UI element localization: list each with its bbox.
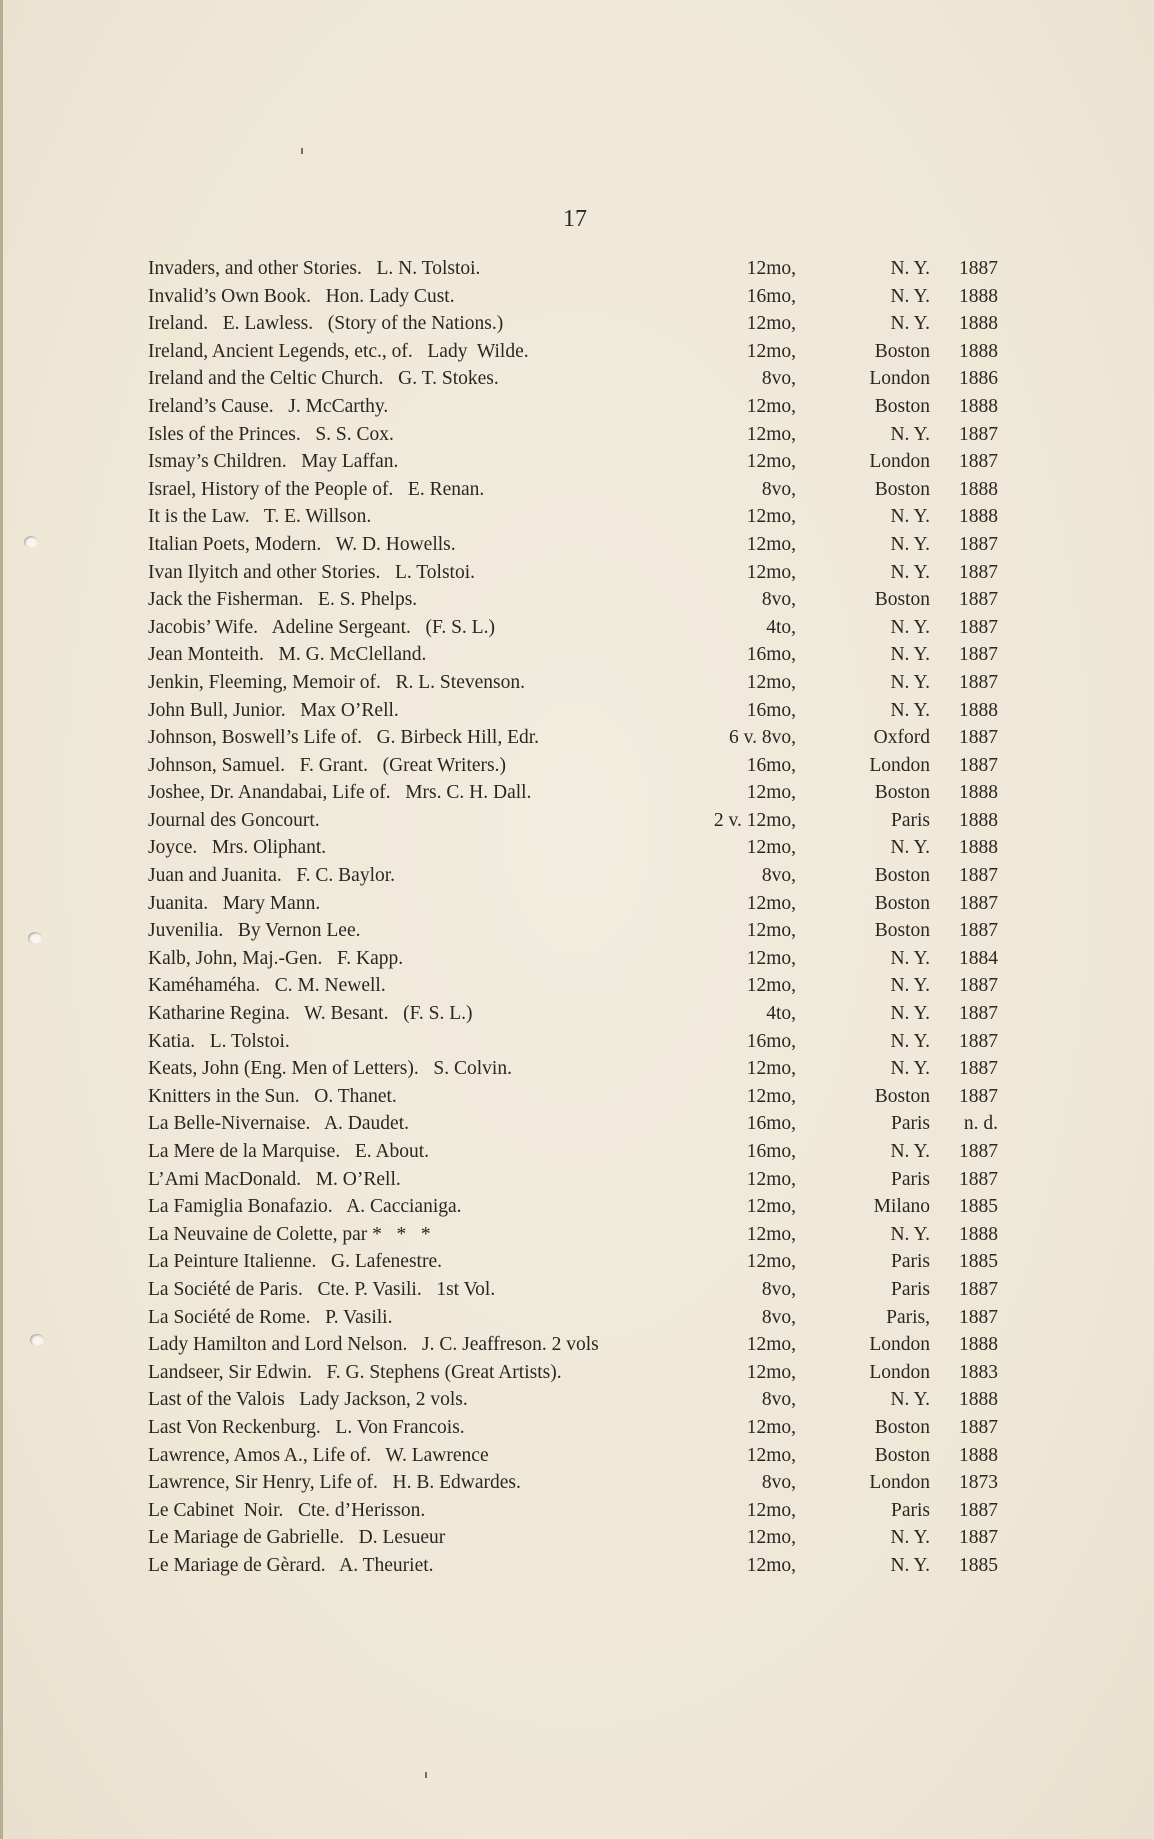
entry-title: Invalid’s Own Book. Hon. Lady Cust. (148, 285, 455, 307)
entry-title: Johnson, Boswell’s Life of. G. Birbeck Hill, Edr. (148, 727, 540, 749)
entry-place: N. Y. (890, 644, 930, 666)
entry-size: 8vo, (761, 865, 796, 887)
entry-place: London (869, 451, 930, 473)
entry-place: Boston (874, 892, 930, 914)
entry-title: La Belle-Nivernaise. A. Daudet. (148, 1113, 409, 1135)
entry-year: 1888 (959, 809, 998, 831)
entry-size: 12mo, (746, 1444, 796, 1466)
entry-year: 1888 (959, 478, 998, 500)
entry-year: 1887 (959, 1058, 998, 1080)
entry-size: 8vo, (761, 1389, 796, 1411)
list-item (148, 862, 1008, 890)
entry-place: Paris (891, 1251, 930, 1273)
entry-year: 1887 (959, 1499, 998, 1521)
entry-size: 12mo, (746, 340, 796, 362)
entry-year: 1888 (959, 313, 998, 335)
list-item (148, 1442, 1008, 1470)
entry-place: London (869, 1472, 930, 1494)
entry-title: Jean Monteith. M. G. McClelland. (148, 644, 427, 666)
entry-place: N. Y. (890, 1003, 930, 1025)
paper-speck (301, 148, 303, 154)
page-number: 17 (563, 206, 587, 232)
entry-title: La Mere de la Marquise. E. About. (148, 1141, 430, 1162)
list-item (148, 917, 1008, 945)
entry-size: 12mo, (746, 561, 796, 583)
entry-place: Boston (874, 1444, 930, 1466)
entry-title: Israel, History of the People of. E. Renan. (148, 478, 485, 500)
list-item (148, 1193, 1008, 1221)
entry-place: Boston (874, 395, 930, 417)
entry-place: N. Y. (890, 423, 930, 445)
list-item (148, 1138, 1008, 1166)
entry-size: 8vo, (761, 1472, 796, 1494)
list-item (148, 1469, 1008, 1497)
entry-title: Knitters in the Sun. O. Thanet. (148, 1085, 397, 1107)
entry-place: N. Y. (890, 1527, 930, 1549)
list-item (148, 1166, 1008, 1194)
entry-size: 12mo, (746, 506, 796, 528)
entry-year: n. d. (963, 1113, 998, 1135)
entry-title: La Société de Paris. Cte. P. Vasili. 1st Vol. (148, 1278, 496, 1300)
entry-title: Isles of the Princes. S. S. Cox. (148, 423, 394, 445)
entry-size: 12mo, (746, 1361, 796, 1383)
entry-size: 16mo, (746, 285, 796, 307)
binding-hole (24, 536, 38, 548)
entry-year: 1887 (959, 258, 998, 279)
list-item (148, 834, 1008, 862)
entry-year: 1887 (959, 975, 998, 997)
entry-year: 1888 (959, 782, 998, 804)
entry-year: 1888 (959, 506, 998, 528)
list-item (148, 365, 1008, 393)
list-item (148, 945, 1008, 973)
entry-year: 1887 (959, 561, 998, 583)
list-item (148, 807, 1008, 835)
list-item (148, 503, 1008, 531)
entry-title: It is the Law. T. E. Willson. (148, 506, 372, 528)
entry-place: Boston (874, 920, 930, 942)
paper-speck (425, 1772, 427, 1778)
entry-size: 12mo, (746, 423, 796, 445)
list-item (148, 697, 1008, 725)
entry-year: 1888 (959, 340, 998, 362)
entry-year: 1887 (959, 616, 998, 638)
entry-year: 1887 (959, 671, 998, 693)
entry-size: 12mo, (746, 533, 796, 555)
list-item (148, 1497, 1008, 1525)
entry-title: La Famiglia Bonafazio. A. Caccianiga. (148, 1196, 462, 1218)
entry-year: 1887 (959, 1030, 998, 1052)
entry-place: London (869, 1334, 930, 1356)
entry-size: 12mo, (746, 451, 796, 473)
entry-place: N. Y. (890, 837, 930, 859)
list-item (148, 724, 1008, 752)
list-item (148, 1414, 1008, 1442)
entry-size: 12mo, (746, 1554, 796, 1576)
entry-size: 12mo, (746, 1416, 796, 1438)
entry-size: 12mo, (746, 1058, 796, 1080)
entry-year: 1887 (959, 1141, 998, 1162)
list-item (148, 448, 1008, 476)
entry-size: 12mo, (746, 1334, 796, 1356)
entry-place: N. Y. (890, 1389, 930, 1411)
entry-year: 1887 (959, 1003, 998, 1025)
entry-title: Invaders, and other Stories. L. N. Tolstoi. (148, 258, 481, 279)
entry-place: Boston (874, 1416, 930, 1438)
entry-place: Boston (874, 478, 930, 500)
entry-size: 8vo, (761, 1306, 796, 1328)
list-item (148, 1359, 1008, 1387)
entry-place: N. Y. (890, 561, 930, 583)
entry-year: 1887 (959, 533, 998, 555)
entry-place: N. Y. (890, 285, 930, 307)
entry-size: 8vo, (761, 368, 796, 390)
entry-title: Ireland. E. Lawless. (Story of the Nations.) (148, 313, 504, 335)
entry-year: 1887 (959, 644, 998, 666)
entry-title: Journal des Goncourt. (148, 809, 320, 831)
entry-size: 6 v. 8vo, (729, 727, 796, 749)
entry-title: Landseer, Sir Edwin. F. G. Stephens (Great Artists). (148, 1361, 562, 1383)
entry-place: N. Y. (890, 1554, 930, 1576)
entry-year: 1888 (959, 285, 998, 307)
list-item (148, 586, 1008, 614)
entry-title: Last Von Reckenburg. L. Von Francois. (148, 1416, 465, 1438)
entry-size: 12mo, (746, 782, 796, 804)
list-item (148, 1331, 1008, 1359)
entry-size: 16mo, (746, 644, 796, 666)
list-item (148, 1110, 1008, 1138)
entry-place: N. Y. (890, 506, 930, 528)
book-list (148, 255, 1008, 1580)
list-item (148, 476, 1008, 504)
entry-place: Boston (874, 1085, 930, 1107)
list-item (148, 393, 1008, 421)
list-item (148, 1304, 1008, 1332)
entry-year: 1888 (959, 1389, 998, 1411)
entry-place: Paris, (886, 1306, 930, 1328)
entry-size: 12mo, (746, 975, 796, 997)
entry-title: Kaméhaméha. C. M. Newell. (148, 975, 386, 997)
entry-year: 1887 (959, 1085, 998, 1107)
entry-size: 8vo, (761, 478, 796, 500)
entry-place: Boston (874, 589, 930, 611)
entry-year: 1887 (959, 754, 998, 776)
entry-year: 1887 (959, 1416, 998, 1438)
page-edge (0, 0, 3, 1839)
entry-year: 1887 (959, 1306, 998, 1328)
entry-place: N. Y. (890, 1058, 930, 1080)
list-item (148, 1083, 1008, 1111)
entry-year: 1883 (959, 1361, 998, 1383)
list-item (148, 972, 1008, 1000)
entry-size: 12mo, (746, 1196, 796, 1218)
entry-place: Paris (891, 1499, 930, 1521)
entry-title: Lawrence, Amos A., Life of. W. Lawrence (148, 1444, 489, 1466)
entry-year: 1887 (959, 1527, 998, 1549)
entry-year: 1888 (959, 1444, 998, 1466)
entry-place: N. Y. (890, 1223, 930, 1245)
entry-size: 16mo, (746, 1113, 796, 1135)
entry-place: Boston (874, 865, 930, 887)
entry-size: 16mo, (746, 699, 796, 721)
list-item (148, 669, 1008, 697)
entry-size: 12mo, (746, 1499, 796, 1521)
entry-size: 8vo, (761, 589, 796, 611)
entry-title: Lawrence, Sir Henry, Life of. H. B. Edwardes. (148, 1472, 521, 1494)
entry-size: 16mo, (746, 1141, 796, 1162)
list-item (148, 779, 1008, 807)
entry-title: Joyce. Mrs. Oliphant. (148, 837, 327, 859)
entry-title: La Neuvaine de Colette, par * * * (148, 1223, 431, 1245)
entry-size: 12mo, (746, 1168, 796, 1190)
entry-year: 1885 (959, 1196, 998, 1218)
list-item (148, 1055, 1008, 1083)
entry-title: Le Mariage de Gabrielle. D. Lesueur (148, 1527, 446, 1549)
entry-year: 1873 (959, 1472, 998, 1494)
list-item (148, 310, 1008, 338)
entry-year: 1884 (959, 947, 998, 969)
entry-title: Le Mariage de Gèrard. A. Theuriet. (148, 1554, 434, 1576)
entry-title: Juanita. Mary Mann. (148, 892, 321, 914)
entry-title: John Bull, Junior. Max O’Rell. (148, 699, 399, 721)
entry-size: 12mo, (746, 1223, 796, 1245)
entry-size: 16mo, (746, 754, 796, 776)
entry-year: 1888 (959, 699, 998, 721)
entry-size: 12mo, (746, 395, 796, 417)
entry-year: 1887 (959, 920, 998, 942)
entry-title: Katharine Regina. W. Besant. (F. S. L.) (148, 1003, 473, 1025)
list-item (148, 338, 1008, 366)
entry-place: Paris (891, 1113, 930, 1135)
list-item (148, 1221, 1008, 1249)
entry-title: Juan and Juanita. F. C. Baylor. (148, 865, 396, 887)
entry-title: Juvenilia. By Vernon Lee. (148, 920, 361, 942)
entry-title: Katia. L. Tolstoi. (148, 1030, 290, 1052)
entry-place: N. Y. (890, 1141, 930, 1162)
entry-title: Jenkin, Fleeming, Memoir of. R. L. Stevenson. (148, 671, 525, 693)
binding-hole (30, 1334, 44, 1346)
entry-place: Boston (874, 340, 930, 362)
entry-place: Paris (891, 1168, 930, 1190)
entry-size: 4to, (766, 1003, 796, 1025)
binding-hole (28, 932, 42, 944)
entry-place: N. Y. (890, 947, 930, 969)
entry-title: Joshee, Dr. Anandabai, Life of. Mrs. C. H. Dall. (148, 782, 532, 804)
list-item (148, 255, 1008, 283)
entry-title: Jack the Fisherman. E. S. Phelps. (148, 589, 418, 611)
list-item (148, 614, 1008, 642)
entry-year: 1887 (959, 589, 998, 611)
entry-place: Paris (891, 1278, 930, 1300)
entry-title: Italian Poets, Modern. W. D. Howells. (148, 533, 456, 555)
entry-year: 1888 (959, 1223, 998, 1245)
entry-title: Ireland and the Celtic Church. G. T. Stokes. (148, 368, 499, 390)
entry-place: N. Y. (890, 671, 930, 693)
entry-size: 4to, (766, 616, 796, 638)
list-item (148, 531, 1008, 559)
entry-year: 1887 (959, 727, 998, 749)
list-item (148, 1524, 1008, 1552)
entry-size: 12mo, (746, 258, 796, 279)
entry-place: N. Y. (890, 533, 930, 555)
entry-title: La Peinture Italienne. G. Lafenestre. (148, 1251, 442, 1273)
entry-place: N. Y. (890, 258, 930, 279)
entry-size: 12mo, (746, 1085, 796, 1107)
list-item (148, 283, 1008, 311)
entry-title: Kalb, John, Maj.-Gen. F. Kapp. (148, 947, 404, 969)
entry-title: Le Cabinet Noir. Cte. d’Herisson. (148, 1499, 426, 1521)
entry-title: Johnson, Samuel. F. Grant. (Great Writers.) (148, 754, 506, 776)
entry-size: 12mo, (746, 313, 796, 335)
entry-place: N. Y. (890, 313, 930, 335)
entry-title: La Société de Rome. P. Vasili. (148, 1306, 393, 1328)
entry-size: 16mo, (746, 1030, 796, 1052)
entry-place: Paris (891, 809, 930, 831)
list-item (148, 752, 1008, 780)
entry-place: Milano (873, 1196, 930, 1218)
list-item (148, 559, 1008, 587)
entry-title: Last of the Valois Lady Jackson, 2 vols. (148, 1389, 468, 1411)
entry-year: 1887 (959, 892, 998, 914)
list-item (148, 1028, 1008, 1056)
entry-year: 1887 (959, 865, 998, 887)
entry-year: 1888 (959, 1334, 998, 1356)
entry-title: Ireland, Ancient Legends, etc., of. Lady Wilde. (148, 340, 529, 362)
entry-year: 1888 (959, 395, 998, 417)
entry-year: 1885 (959, 1251, 998, 1273)
entry-year: 1887 (959, 423, 998, 445)
entry-title: Ismay’s Children. May Laffan. (148, 451, 399, 473)
entry-place: Oxford (873, 727, 930, 749)
list-item (148, 421, 1008, 449)
entry-place: N. Y. (890, 1030, 930, 1052)
entry-place: N. Y. (890, 975, 930, 997)
entry-size: 12mo, (746, 947, 796, 969)
list-item (148, 1386, 1008, 1414)
list-item (148, 890, 1008, 918)
entry-title: Lady Hamilton and Lord Nelson. J. C. Jeaffreson. 2 vols (148, 1334, 599, 1356)
entry-size: 12mo, (746, 920, 796, 942)
entry-size: 8vo, (761, 1278, 796, 1300)
entry-year: 1888 (959, 837, 998, 859)
entry-year: 1885 (959, 1554, 998, 1576)
list-item (148, 641, 1008, 669)
entry-place: London (869, 754, 930, 776)
entry-place: London (869, 1361, 930, 1383)
entry-year: 1887 (959, 1278, 998, 1300)
entry-year: 1886 (959, 368, 998, 390)
entry-place: London (869, 368, 930, 390)
entry-place: Boston (874, 782, 930, 804)
entry-size: 12mo, (746, 1251, 796, 1273)
list-item (148, 1552, 1008, 1580)
list-item (148, 1276, 1008, 1304)
entry-year: 1887 (959, 451, 998, 473)
entry-title: Jacobis’ Wife. Adeline Sergeant. (F. S. L.) (148, 616, 495, 638)
entry-size: 12mo, (746, 837, 796, 859)
list-item (148, 1248, 1008, 1276)
entry-title: Keats, John (Eng. Men of Letters). S. Colvin. (148, 1058, 512, 1080)
entry-place: N. Y. (890, 616, 930, 638)
entry-place: N. Y. (890, 699, 930, 721)
entry-title: Ireland’s Cause. J. McCarthy. (148, 395, 389, 417)
entry-title: L’Ami MacDonald. M. O’Rell. (148, 1168, 401, 1190)
entry-size: 12mo, (746, 1527, 796, 1549)
entry-size: 12mo, (746, 671, 796, 693)
entry-year: 1887 (959, 1168, 998, 1190)
list-item (148, 1000, 1008, 1028)
entry-title: Ivan Ilyitch and other Stories. L. Tolstoi. (148, 561, 476, 583)
entry-size: 12mo, (746, 892, 796, 914)
entry-size: 2 v. 12mo, (713, 809, 796, 831)
